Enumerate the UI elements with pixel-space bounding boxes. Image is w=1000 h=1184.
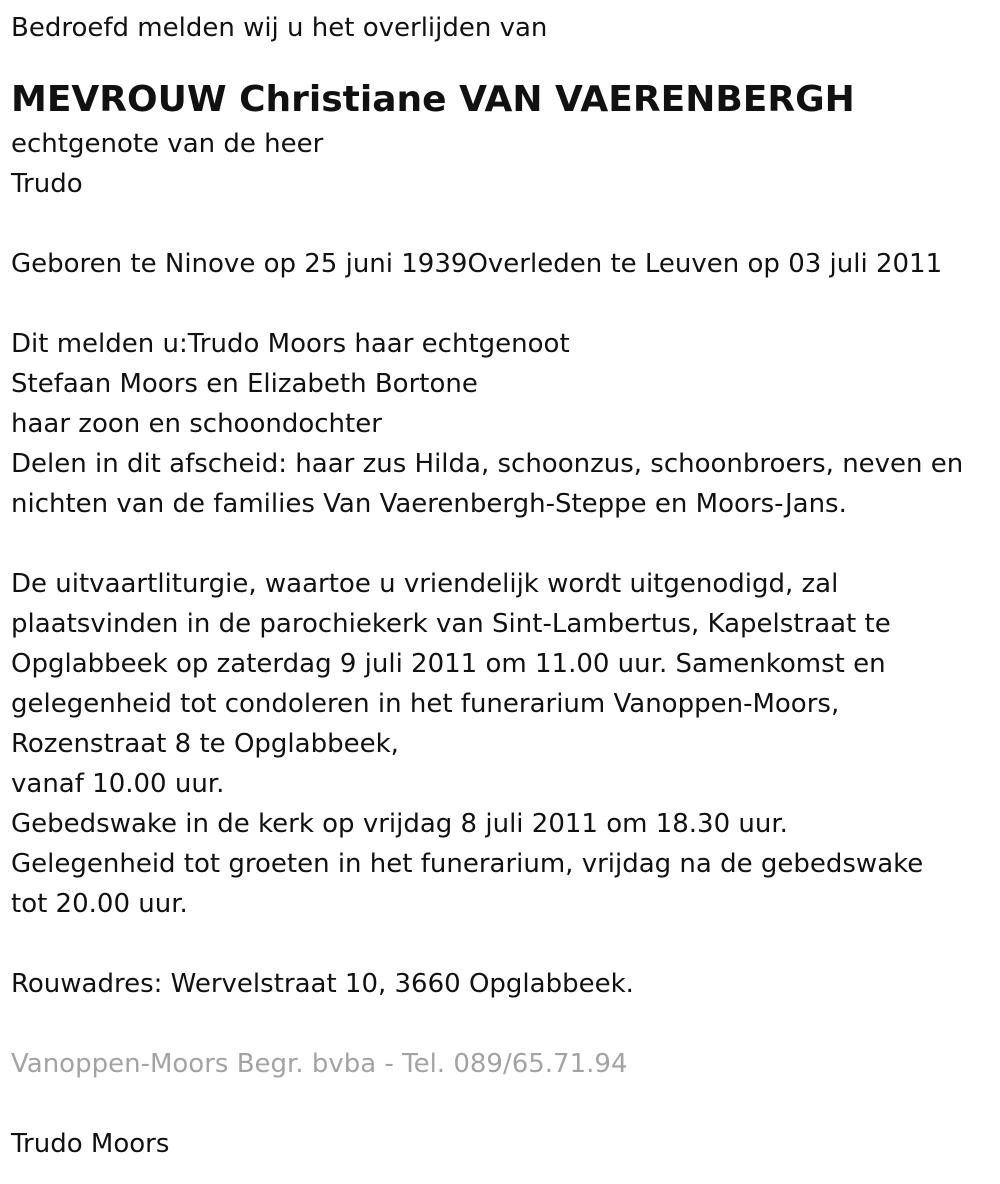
funeral-line: De uitvaartliturgie, waartoe u vriendelijk wordt uitgenodigd, zal — [11, 569, 839, 599]
deceased-name: MEVROUW Christiane VAN VAERENBERGH — [11, 79, 855, 120]
funeral-line: Rozenstraat 8 te Opglabbeek, — [11, 729, 399, 759]
signature-line: Trudo Moors — [11, 1129, 170, 1159]
spouse-line-2: Trudo — [11, 169, 83, 199]
death-notice — [11, 8, 986, 1164]
announcement-line: nichten van de families Van Vaerenbergh-Steppe en Moors-Jans. — [11, 489, 847, 519]
announcement-line: Stefaan Moors en Elizabeth Bortone — [11, 369, 478, 399]
birth-death-line — [11, 244, 986, 284]
funeral-line: Gebedswake in de kerk op vrijdag 8 juli 2011 om 18.30 uur. — [11, 809, 788, 839]
spouse-line-1: echtgenote van de heer — [11, 129, 324, 159]
announcement-line: haar zoon en schoondochter — [11, 409, 382, 439]
announcement-paragraph — [11, 324, 986, 524]
funeral-paragraph — [11, 564, 986, 924]
funeral-line: tot 20.00 uur. — [11, 889, 188, 919]
birth-text: Geboren te Ninove op 25 juni 1939 — [11, 249, 468, 279]
announcement-line: Delen in dit afscheid: haar zus Hilda, schoonzus, schoonbroers, neven en — [11, 449, 964, 479]
undertaker-line: Vanoppen-Moors Begr. bvba - Tel. 089/65.71.94 — [11, 1049, 628, 1079]
funeral-line: gelegenheid tot condoleren in het funerarium Vanoppen-Moors, — [11, 689, 840, 719]
announcement-line: Dit melden u:Trudo Moors haar echtgenoot — [11, 329, 570, 359]
funeral-line: Opglabbeek op zaterdag 9 juli 2011 om 11.00 uur. Samenkomst en — [11, 649, 886, 679]
funeral-line: plaatsvinden in de parochiekerk van Sint-Lambertus, Kapelstraat te — [11, 609, 891, 639]
funeral-line: vanaf 10.00 uur. — [11, 769, 225, 799]
intro-text: Bedroefd melden wij u het overlijden van — [11, 13, 548, 43]
address-line: Rouwadres: Wervelstraat 10, 3660 Opglabbeek. — [11, 969, 634, 999]
death-text: Overleden te Leuven op 03 juli 2011 — [467, 249, 943, 279]
funeral-line: Gelegenheid tot groeten in het funerarium, vrijdag na de gebedswake — [11, 849, 924, 879]
